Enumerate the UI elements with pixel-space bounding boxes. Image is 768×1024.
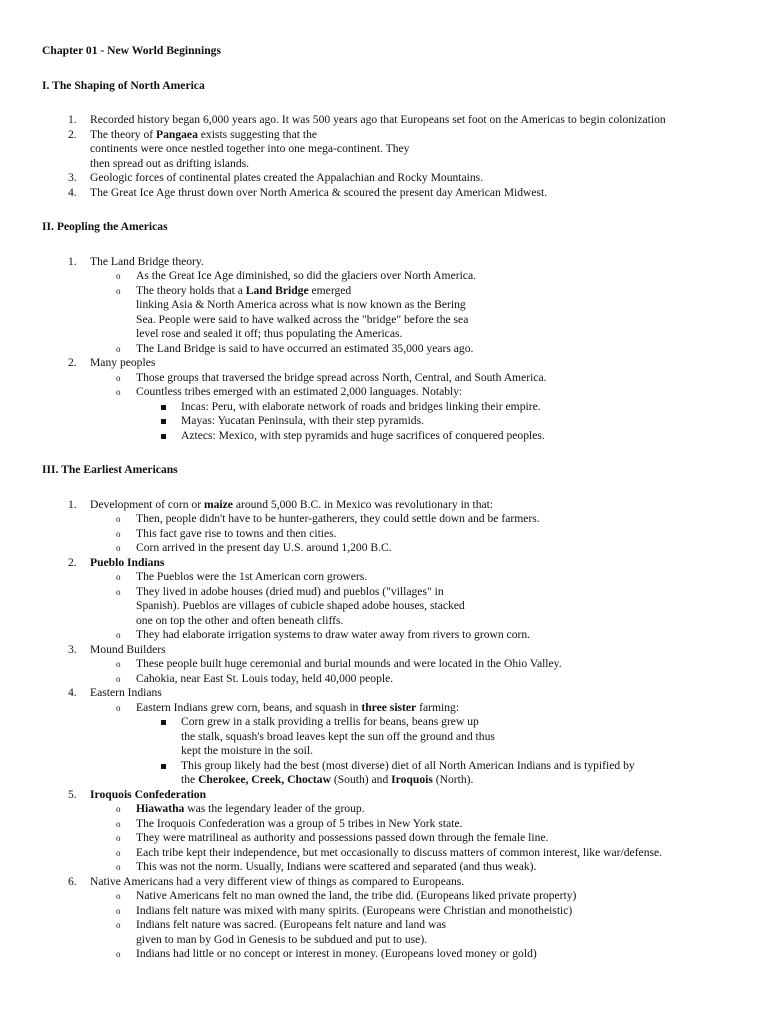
text-line [136,327,742,342]
text-run: Mayas: Yucatan Peninsula, with their step pyramids. [181,414,424,427]
text-line [136,889,742,904]
text-run: Native Americans felt no man owned the land, the tribe did. (Europeans liked private property) [136,889,577,902]
text-run: The Pueblos were the 1st American corn growers. [136,570,368,583]
item-number: 6. [68,874,77,888]
sub-item [42,570,742,585]
text-run: The Iroquois Confederation was a group of 5 tribes in New York state. [136,816,463,830]
sub-item [42,831,742,846]
text-line [90,255,742,270]
sub-item [42,947,742,962]
text-run: Eastern Indians [90,686,162,699]
sub-item [42,585,742,629]
text-run: The theory holds that a [136,283,246,297]
list-item [42,113,742,128]
text-line [136,846,742,861]
text-run: Indians felt nature was mixed with many spirits. (Europeans were Christian and monotheistic) [136,903,573,917]
sub-item [42,904,742,919]
sub-item [42,701,742,716]
bold-text: Hiawatha [136,802,185,815]
list-item [42,556,742,571]
text-line [136,933,742,948]
page-title: Chapter 01 - New World Beginnings [42,44,221,57]
sub-item [42,817,742,832]
text-run: Those groups that traversed the bridge spread across North, Central, and South America. [136,370,547,384]
document-body [42,79,742,962]
circle-bullet: o [116,528,121,539]
text-run: Countless tribes emerged with an estimated 2,000 languages. Notably: [136,385,463,398]
text-run: Cahokia, near East St. Louis today, held 40,000 people. [136,671,394,685]
text-run: The Great Ice Age thrust down over North America & scoured the present day American Midwest. [90,185,548,199]
sub-item [42,541,742,556]
numbered-list [42,255,742,444]
text-line [136,614,742,629]
text-line [136,657,742,672]
item-number: 5. [68,787,77,801]
text-line [90,686,742,701]
circle-bullet: o [116,271,121,281]
numbered-list [42,113,742,200]
text-line [90,171,742,186]
text-line [181,744,742,759]
sub-sub-item [42,715,742,759]
text-run: continents were once nestled together into one mega-continent. They [90,142,410,155]
text-line [181,730,742,745]
text-line [136,860,742,875]
text-line [136,599,742,614]
square-bullet-icon [161,419,166,424]
text-run: Development of corn or [90,497,204,511]
text-run: Eastern Indians grew corn, beans, and squash in [136,700,362,714]
circle-bullet: o [116,905,121,916]
circle-bullet: o [116,862,121,872]
circle-bullet: o [116,343,121,354]
text-run: The theory of [90,127,156,141]
text-run: Many peoples [90,356,156,369]
text-line [90,142,742,157]
text-line [136,585,742,600]
square-bullet-icon [161,405,166,410]
text-run: Aztecs: Mexico, with step pyramids and huge sacrifices of conquered peoples. [181,428,545,442]
text-line [136,947,742,962]
text-line [181,715,742,730]
text-line [181,429,742,444]
list-item [42,255,742,270]
text-line [136,701,742,716]
text-run: then spread out as drifting islands. [90,156,250,170]
text-line [136,802,742,817]
text-line [136,904,742,919]
text-run: emerged [308,283,352,297]
text-line [136,512,742,527]
circle-bullet: o [116,285,121,296]
text-line [181,759,742,774]
list-item [42,686,742,701]
text-run: Recorded history began 6,000 years ago. It was 500 years ago that Europeans set foot on the Americas to begin colonization [90,113,666,126]
text-line [136,628,742,643]
text-line [136,527,742,542]
sub-item [42,628,742,643]
sub-item [42,672,742,687]
text-run: farming: [416,700,460,714]
circle-bullet: o [116,543,121,553]
bold-text: maize [203,497,233,511]
sub-item [42,802,742,817]
section-heading: II. Peopling the Americas [42,220,168,233]
item-number: 3. [68,171,77,184]
circle-bullet: o [116,586,121,597]
text-line [90,788,742,803]
sub-item [42,846,742,861]
sub-item [42,342,742,357]
text-run: one on top the other and often beneath cliffs. [136,613,344,627]
item-number: 4. [68,686,77,699]
text-run: Sea. People were said to have walked across the "bridge" before the sea [136,312,469,326]
text-run: The Land Bridge is said to have occurred an estimated 35,000 years ago. [136,341,474,355]
text-line [90,186,742,201]
sub-sub-item [42,400,742,415]
text-run: was the legendary leader of the group. [184,802,365,815]
text-run: (North). [432,773,474,786]
text-run: the stalk, squash's broad leaves kept the sun off the ground and thus [181,729,495,743]
bold-text: Iroquois [391,773,433,786]
text-run: Each tribe kept their independence, but met occasionally to discuss matters of common interest, like war/defense. [136,845,663,859]
text-line [136,541,742,556]
text-run: kept the moisture in the soil. [181,744,314,757]
text-line [90,875,742,890]
text-line [136,342,742,357]
item-number: 2. [68,127,77,141]
circle-bullet: o [116,804,121,814]
bold-text: Cherokee, Creek, Choctaw [198,773,331,786]
sub-sub-item [42,414,742,429]
text-run: Incas: Peru, with elaborate network of roads and bridges linking their empire. [181,399,541,413]
text-line [136,570,742,585]
text-line [181,773,742,788]
text-line [90,498,742,513]
text-line [90,356,742,371]
text-run: Indians had little or no concept or interest in money. (Europeans loved money or gold) [136,947,537,960]
circle-bullet: o [116,673,121,684]
bold-text: Land Bridge [245,283,309,297]
text-line [90,556,742,571]
list-item [42,788,742,803]
item-number: 2. [68,356,77,369]
item-number: 1. [68,497,77,511]
item-number: 2. [68,555,77,569]
list-item [42,498,742,513]
text-line [90,128,742,143]
text-line [136,672,742,687]
sub-sub-item [42,759,742,788]
text-run: They were matrilineal as authority and possessions passed down through the female line. [136,831,549,844]
circle-bullet: o [116,949,121,959]
bold-text: Pangaea [156,127,198,141]
text-run: The Land Bridge theory. [90,254,204,268]
bold-text: three sister [361,700,417,714]
text-line [90,113,742,128]
text-run: Then, people didn't have to be hunter-gatherers, they could settle down and be farmers. [136,512,540,525]
text-line [136,385,742,400]
list-item [42,356,742,371]
circle-bullet: o [116,387,121,397]
section-heading: III. The Earliest Americans [42,463,178,476]
list-item [42,875,742,890]
text-line [136,269,742,284]
text-run: Native Americans had a very different view of things as compared to Europeans. [90,874,465,888]
text-line [136,817,742,832]
circle-bullet: o [116,572,121,582]
text-run: given to man by God in Genesis to be subdued and put to use). [136,932,428,946]
text-run: Indians felt nature was sacred. (Europeans felt nature and land was [136,918,447,931]
list-item [42,643,742,658]
text-run: This group likely had the best (most diverse) diet of all North American Indians and is typified by [181,758,635,772]
text-line [181,414,742,429]
text-line [136,371,742,386]
list-item [42,171,742,186]
text-line [136,918,742,933]
text-run: These people built huge ceremonial and burial mounds and were located in the Ohio Valley. [136,657,562,670]
circle-bullet: o [116,847,121,858]
sub-item [42,385,742,400]
text-run: the [181,773,199,786]
sub-item [42,918,742,947]
text-run: exists suggesting that the [197,127,318,141]
list-item [42,186,742,201]
bold-text: Iroquois Confederation [90,787,207,801]
circle-bullet: o [116,630,121,640]
text-run: This was not the norm. Usually, Indians were scattered and separated (and thus weak). [136,860,537,873]
text-line [90,157,742,172]
sub-item [42,512,742,527]
circle-bullet: o [116,833,121,843]
text-line [181,400,742,415]
sub-item [42,889,742,904]
item-number: 1. [68,254,77,268]
numbered-list [42,498,742,962]
document-page [42,44,742,982]
sub-item [42,284,742,342]
text-line [136,284,742,299]
sub-item [42,371,742,386]
sub-item [42,860,742,875]
circle-bullet: o [116,818,121,829]
text-run: Geologic forces of continental plates created the Appalachian and Rocky Mountains. [90,171,484,184]
text-run: Corn grew in a stalk providing a trellis for beans, beans grew up [181,715,479,728]
bold-text: Pueblo Indians [90,555,165,569]
text-run: (South) and [330,773,392,786]
circle-bullet: o [116,891,121,901]
text-run: Corn arrived in the present day U.S. around 1,200 B.C. [136,541,392,554]
sub-sub-item [42,429,742,444]
text-line [136,298,742,313]
sub-item [42,527,742,542]
text-run: They had elaborate irrigation systems to draw water away from rivers to grown corn. [136,628,531,641]
circle-bullet: o [116,702,121,713]
text-line [136,313,742,328]
text-run: They lived in adobe houses (dried mud) and pueblos ("villages" in [136,584,444,598]
circle-bullet: o [116,920,121,930]
sub-item [42,269,742,284]
item-number: 4. [68,185,77,199]
text-line [136,831,742,846]
text-run: level rose and sealed it off; thus populating the Americas. [136,327,403,340]
section-heading: I. The Shaping of North America [42,78,205,92]
sub-item [42,657,742,672]
square-bullet-icon [161,764,166,769]
circle-bullet: o [116,659,121,669]
list-item [42,128,742,172]
circle-bullet: o [116,514,121,524]
text-run: around 5,000 B.C. in Mexico was revolutionary in that: [232,497,494,511]
square-bullet-icon [161,434,166,439]
item-number: 1. [68,113,77,126]
circle-bullet: o [116,372,121,383]
text-line [90,643,742,658]
item-number: 3. [68,642,77,656]
text-run: This fact gave rise to towns and then cities. [136,526,337,540]
square-bullet-icon [161,720,166,725]
text-run: linking Asia & North America across what is now known as the Bering [136,298,466,311]
text-run: Spanish). Pueblos are villages of cubicle shaped adobe houses, stacked [136,599,465,612]
text-run: As the Great Ice Age diminished, so did the glaciers over North America. [136,269,476,282]
text-run: Mound Builders [90,642,166,656]
